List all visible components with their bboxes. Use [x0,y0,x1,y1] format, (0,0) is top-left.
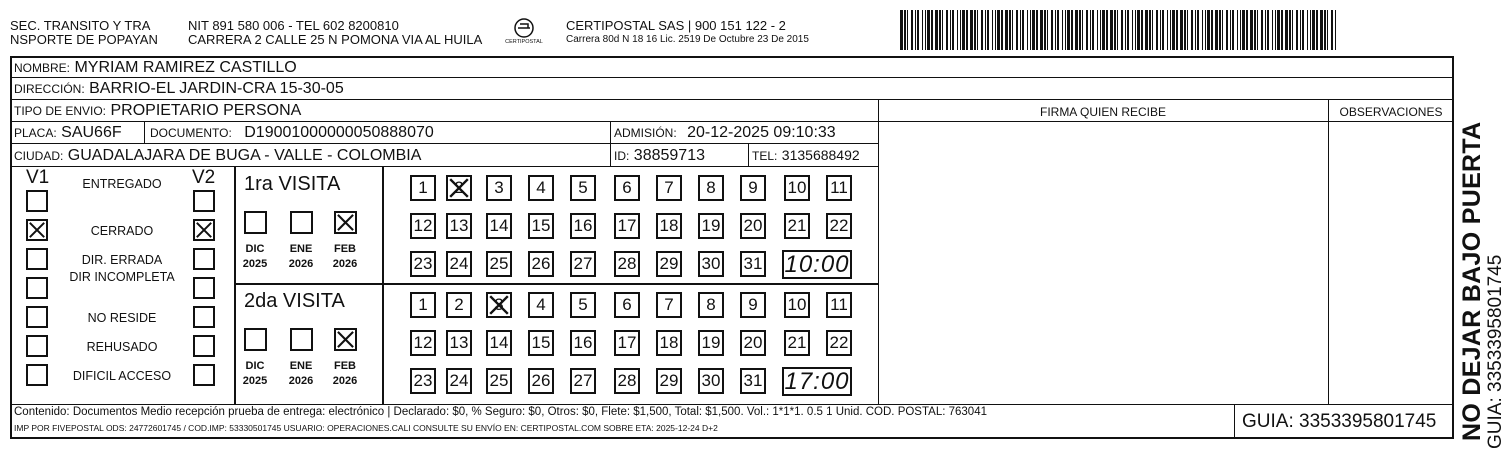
day-number: 3 [494,178,504,197]
status-label: ENTREGADO [82,177,162,191]
v2-checkbox[interactable] [193,335,215,357]
v1-checkbox[interactable] [26,335,48,357]
day-box[interactable] [656,213,682,239]
month-checkbox[interactable] [334,328,357,351]
day-number: 7 [664,295,674,314]
v1-checkbox[interactable] [26,219,48,241]
v2-checkbox[interactable] [193,219,215,241]
status-row [0,248,234,272]
certipostal-logo [498,16,550,50]
month-year: 2025 [242,375,268,387]
day-box[interactable] [446,175,472,201]
day-number: 28 [617,254,637,273]
admision-field [614,125,836,141]
day-number: 23 [413,254,433,273]
documento-label: DOCUMENTO: [150,126,232,140]
day-number: 31 [743,254,763,273]
v1-checkbox[interactable] [26,306,48,328]
day-box[interactable] [614,213,640,239]
day-number: 7 [664,178,674,197]
day-box[interactable] [570,251,596,277]
day-number: 17 [617,333,637,352]
barcode [900,10,1340,50]
day-box[interactable] [698,330,724,356]
day-number: 13 [449,216,469,235]
v2-checkbox[interactable] [193,248,215,270]
day-box[interactable] [446,251,472,277]
month-checkbox[interactable] [290,328,313,351]
footer-imp: IMP POR FIVEPOSTAL ODS: 24772601745 / COD.IMP: 53330501745 USUARIO: OPERACIONES.CALI CONSULTE SU ENVÍO EN: CERTIPOSTAL.COM SOBRE ETA: 2025-12-24 D+2 [14,423,718,433]
day-number: 12 [413,216,433,235]
visit-title: 1ra VISITA [244,173,341,195]
status-label: DIFICIL ACCESO [72,369,172,383]
day-number: 22 [829,333,849,352]
day-number: 11 [830,295,848,314]
day-number: 15 [531,333,551,352]
nit-line2: CARRERA 2 CALLE 25 N POMONA VIA AL HUILA [188,32,483,47]
day-box[interactable] [740,175,766,201]
day-number: 30 [701,254,721,273]
day-number: 26 [531,254,551,273]
tipo-value: PROPIETARIO PERSONA [110,102,302,119]
day-box[interactable] [784,213,810,239]
day-box[interactable] [656,368,682,394]
day-number: 30 [701,371,721,390]
month-label: FEB [334,243,356,255]
day-box[interactable] [528,330,554,356]
day-box[interactable] [570,213,596,239]
day-box[interactable] [486,292,512,318]
day-number: 2 [454,295,464,314]
nombre-label: NOMBRE: [14,61,71,75]
visit-title: 2da VISITA [244,290,345,312]
day-number: 23 [413,371,433,390]
ciudad-field [14,148,421,164]
nombre-value: MYRIAM RAMIREZ CASTILLO [74,59,297,76]
admision-value: 20-12-2025 09:10:33 [687,124,836,141]
status-label: CERRADO [90,224,154,238]
day-box[interactable] [614,368,640,394]
day-box[interactable] [410,292,436,318]
day-box[interactable] [740,213,766,239]
day-box[interactable] [784,330,810,356]
day-box[interactable] [740,330,766,356]
v1-label: V1 [26,167,50,188]
day-box[interactable] [826,213,852,239]
day-number: 15 [531,216,551,235]
month-label: FEB [334,360,356,372]
day-box[interactable] [446,330,472,356]
day-box[interactable] [486,368,512,394]
day-box[interactable] [698,251,724,277]
id-field [614,148,705,164]
status-label: REHUSADO [86,340,158,354]
direccion-row [14,81,344,97]
day-number: 28 [617,371,637,390]
day-box[interactable] [410,213,436,239]
day-number: 29 [659,371,679,390]
day-number: 21 [787,333,807,352]
documento-field [150,125,434,141]
day-number: 20 [743,333,763,352]
month-year: 2026 [332,258,358,270]
day-number: 2 [454,178,464,197]
day-box[interactable] [528,175,554,201]
month-year: 2026 [288,375,314,387]
tel-value: 3135688492 [781,147,860,163]
day-box[interactable] [784,175,810,201]
sender-line2: NSPORTE DE POPAYAN [10,32,158,47]
day-box[interactable] [528,251,554,277]
day-number: 26 [531,371,551,390]
day-box[interactable] [614,330,640,356]
day-box[interactable] [740,251,766,277]
v2-label: V2 [192,167,216,188]
side-warning: NO DEJAR BAJO PUERTA [1458,121,1486,441]
month-label: ENE [289,243,313,255]
day-box[interactable] [446,292,472,318]
day-number: 18 [659,333,679,352]
day-number: 27 [573,371,593,390]
day-box[interactable] [656,330,682,356]
month-label: DIC [245,360,265,372]
tipo-row [14,103,301,119]
day-number: 12 [413,333,433,352]
day-number: 3 [494,295,504,314]
day-number: 21 [787,216,807,235]
day-number: 5 [578,295,588,314]
v2-checkbox[interactable] [193,364,215,386]
sender-line1: SEC. TRANSITO Y TRA [10,18,151,33]
day-number: 18 [659,216,679,235]
month-label: ENE [289,360,313,372]
day-box[interactable] [614,292,640,318]
day-number: 16 [573,333,593,352]
day-number: 19 [701,333,721,352]
status-row [0,306,234,330]
day-box[interactable] [570,175,596,201]
day-box[interactable] [410,175,436,201]
ciudad-label: CIUDAD: [14,149,64,163]
day-box[interactable] [570,330,596,356]
month-label: DIC [245,243,265,255]
day-number: 8 [706,295,716,314]
day-box[interactable] [528,292,554,318]
id-label: ID: [614,149,630,163]
month-checkbox[interactable] [334,211,357,234]
day-box[interactable] [740,368,766,394]
month-checkbox[interactable] [244,211,267,234]
day-box[interactable] [698,368,724,394]
company-line1: CERTIPOSTAL SAS | 900 151 122 - 2 [566,18,786,33]
status-label: DIR INCOMPLETA [69,270,175,284]
documento-value: D19001000000050888070 [244,124,434,141]
day-box[interactable] [698,175,724,201]
tipo-label: TIPO DE ENVIO: [14,104,107,118]
day-box[interactable] [698,292,724,318]
day-box[interactable] [656,292,682,318]
day-box[interactable] [446,368,472,394]
day-number: 25 [489,371,509,390]
v1-checkbox[interactable] [26,364,48,386]
day-number: 9 [748,295,758,314]
month-checkbox[interactable] [244,328,267,351]
day-number: 24 [449,371,469,390]
id-value: 38859713 [633,147,705,164]
nombre-row [14,60,297,76]
month-year: 2026 [288,258,314,270]
placa-field [14,125,122,141]
day-number: 27 [573,254,593,273]
day-number: 5 [578,178,588,197]
day-box[interactable] [528,213,554,239]
day-number: 13 [449,333,469,352]
status-label: DIR. ERRADA [81,253,163,267]
day-number: 6 [622,295,632,314]
day-box[interactable] [570,292,596,318]
side-guia: GUIA: 3353395801745 [1485,254,1506,449]
day-number: 10 [787,295,807,314]
v2-checkbox[interactable] [193,277,215,299]
day-box[interactable] [410,251,436,277]
day-number: 31 [743,371,763,390]
day-number: 14 [489,216,509,235]
day-box[interactable] [486,251,512,277]
month-year: 2025 [242,258,268,270]
day-number: 1 [418,178,428,197]
day-number: 1 [418,295,428,314]
day-box[interactable] [826,292,852,318]
day-number: 10 [787,178,807,197]
logo-text: CERTIPOSTAL [505,39,543,45]
month-year: 2026 [332,375,358,387]
day-number: 24 [449,254,469,273]
day-box[interactable] [784,292,810,318]
status-label: NO RESIDE [87,311,157,325]
day-number: 29 [659,254,679,273]
day-number: 25 [489,254,509,273]
day-box[interactable] [826,175,852,201]
day-number: 9 [748,178,758,197]
day-box[interactable] [656,175,682,201]
day-box[interactable] [486,330,512,356]
month-checkbox[interactable] [290,211,313,234]
nit-line1: NIT 891 580 006 - TEL 602 8200810 [188,18,399,33]
day-box[interactable] [410,368,436,394]
day-box[interactable] [656,251,682,277]
day-number: 8 [706,178,716,197]
day-number: 20 [743,216,763,235]
direccion-value: BARRIO-EL JARDIN-CRA 15-30-05 [89,80,344,97]
placa-label: PLACA: [14,126,57,140]
day-box[interactable] [486,175,512,201]
day-number: 16 [573,216,593,235]
v2-checkbox[interactable] [193,190,215,212]
v2-checkbox[interactable] [193,306,215,328]
day-number: 4 [536,295,546,314]
firma-header: FIRMA QUIEN RECIBE [1039,105,1167,119]
admision-label: ADMISIÓN: [614,126,677,140]
direccion-label: DIRECCIÓN: [14,82,85,96]
day-box[interactable] [486,213,512,239]
v1-checkbox[interactable] [26,248,48,270]
day-number: 17 [617,216,637,235]
ciudad-value: GUADALAJARA DE BUGA - VALLE - COLOMBIA [67,147,422,164]
visit-time[interactable]: 10:00 [782,250,852,279]
observaciones-header: OBSERVACIONES [1339,105,1443,119]
status-row [0,270,234,301]
v1-checkbox[interactable] [26,190,48,212]
day-box[interactable] [528,368,554,394]
company-line2: Carrera 80d N 18 16 Lic. 2519 De Octubre 23 De 2015 [566,34,809,45]
day-box[interactable] [740,292,766,318]
day-box[interactable] [410,330,436,356]
day-box[interactable] [614,251,640,277]
footer-guia: GUIA: 3353395801745 [1242,411,1437,432]
status-row [0,364,234,388]
day-box[interactable] [698,213,724,239]
day-box[interactable] [826,330,852,356]
day-number: 19 [701,216,721,235]
day-number: 4 [536,178,546,197]
tel-field [752,148,860,164]
day-number: 22 [829,216,849,235]
day-number: 14 [489,333,509,352]
status-row [0,219,234,243]
day-box[interactable] [570,368,596,394]
tel-label: TEL: [752,149,778,163]
visit-time[interactable]: 17:00 [782,367,852,396]
v1-checkbox[interactable] [26,277,48,299]
day-box[interactable] [614,175,640,201]
day-box[interactable] [446,213,472,239]
status-row [0,335,234,359]
day-number: 11 [830,178,848,197]
day-number: 6 [622,178,632,197]
footer-content: Contenido: Documentos Medio recepción prueba de entrega: electrónico | Declarado: $0, % Seguro: $0, Otros: $0, Flete: $1,500, Total: $1,500. Vol.: 1*1*1. 0.5 1 Unid. COD. POSTAL: 763041 [14,406,987,418]
placa-value: SAU66F [61,124,122,141]
